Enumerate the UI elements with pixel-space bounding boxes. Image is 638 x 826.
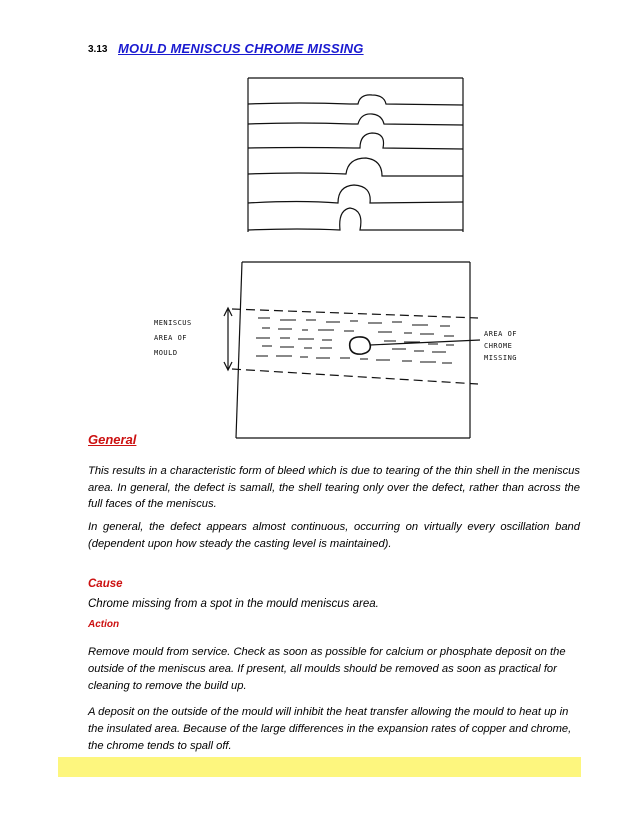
- section-title: MOULD MENISCUS CHROME MISSING: [118, 41, 364, 56]
- cause-heading: Cause: [88, 578, 123, 590]
- label-area-of-right: AREA OF: [484, 330, 518, 338]
- label-chrome: CHROME: [484, 342, 513, 350]
- strand-oscillation-figure: [248, 78, 463, 232]
- footer-highlight-bar: [58, 757, 581, 777]
- label-missing: MISSING: [484, 354, 518, 362]
- action-heading: Action: [88, 619, 120, 630]
- cause-text: Chrome missing from a spot in the mould meniscus area.: [88, 598, 379, 610]
- general-heading: General: [88, 432, 137, 447]
- action-paragraph-1: Remove mould from service. Check as soon as possible for calcium or phosphate deposit on the outside of the meniscus area. If present, all moulds should be removed as soon as practical for cleaning to remove the build up.: [88, 646, 566, 692]
- section-number: 3.13: [88, 44, 108, 55]
- general-paragraph-1: This results in a characteristic form of bleed which is due to tearing of the thin shell in the meniscus area. In general, the defect is samall, the shell tearing only over the defect, rather than across the full faces of the meniscus.: [88, 465, 580, 510]
- action-paragraph-2: A deposit on the outside of the mould will inhibit the heat transfer allowing the mould to heat up in the insulated area. Because of the large differences in the expansion rates of copper and chrome, the chrome tends to spall off.: [88, 706, 572, 752]
- general-paragraph-2: In general, the defect appears almost continuous, occurring on virtually every oscillation band (dependent upon how steady the casting level is maintained).: [88, 521, 580, 550]
- label-area-of: AREA OF: [154, 334, 188, 342]
- label-mould: MOULD: [154, 349, 178, 357]
- label-meniscus: MENISCUS: [154, 319, 192, 327]
- mould-meniscus-figure: [224, 262, 480, 438]
